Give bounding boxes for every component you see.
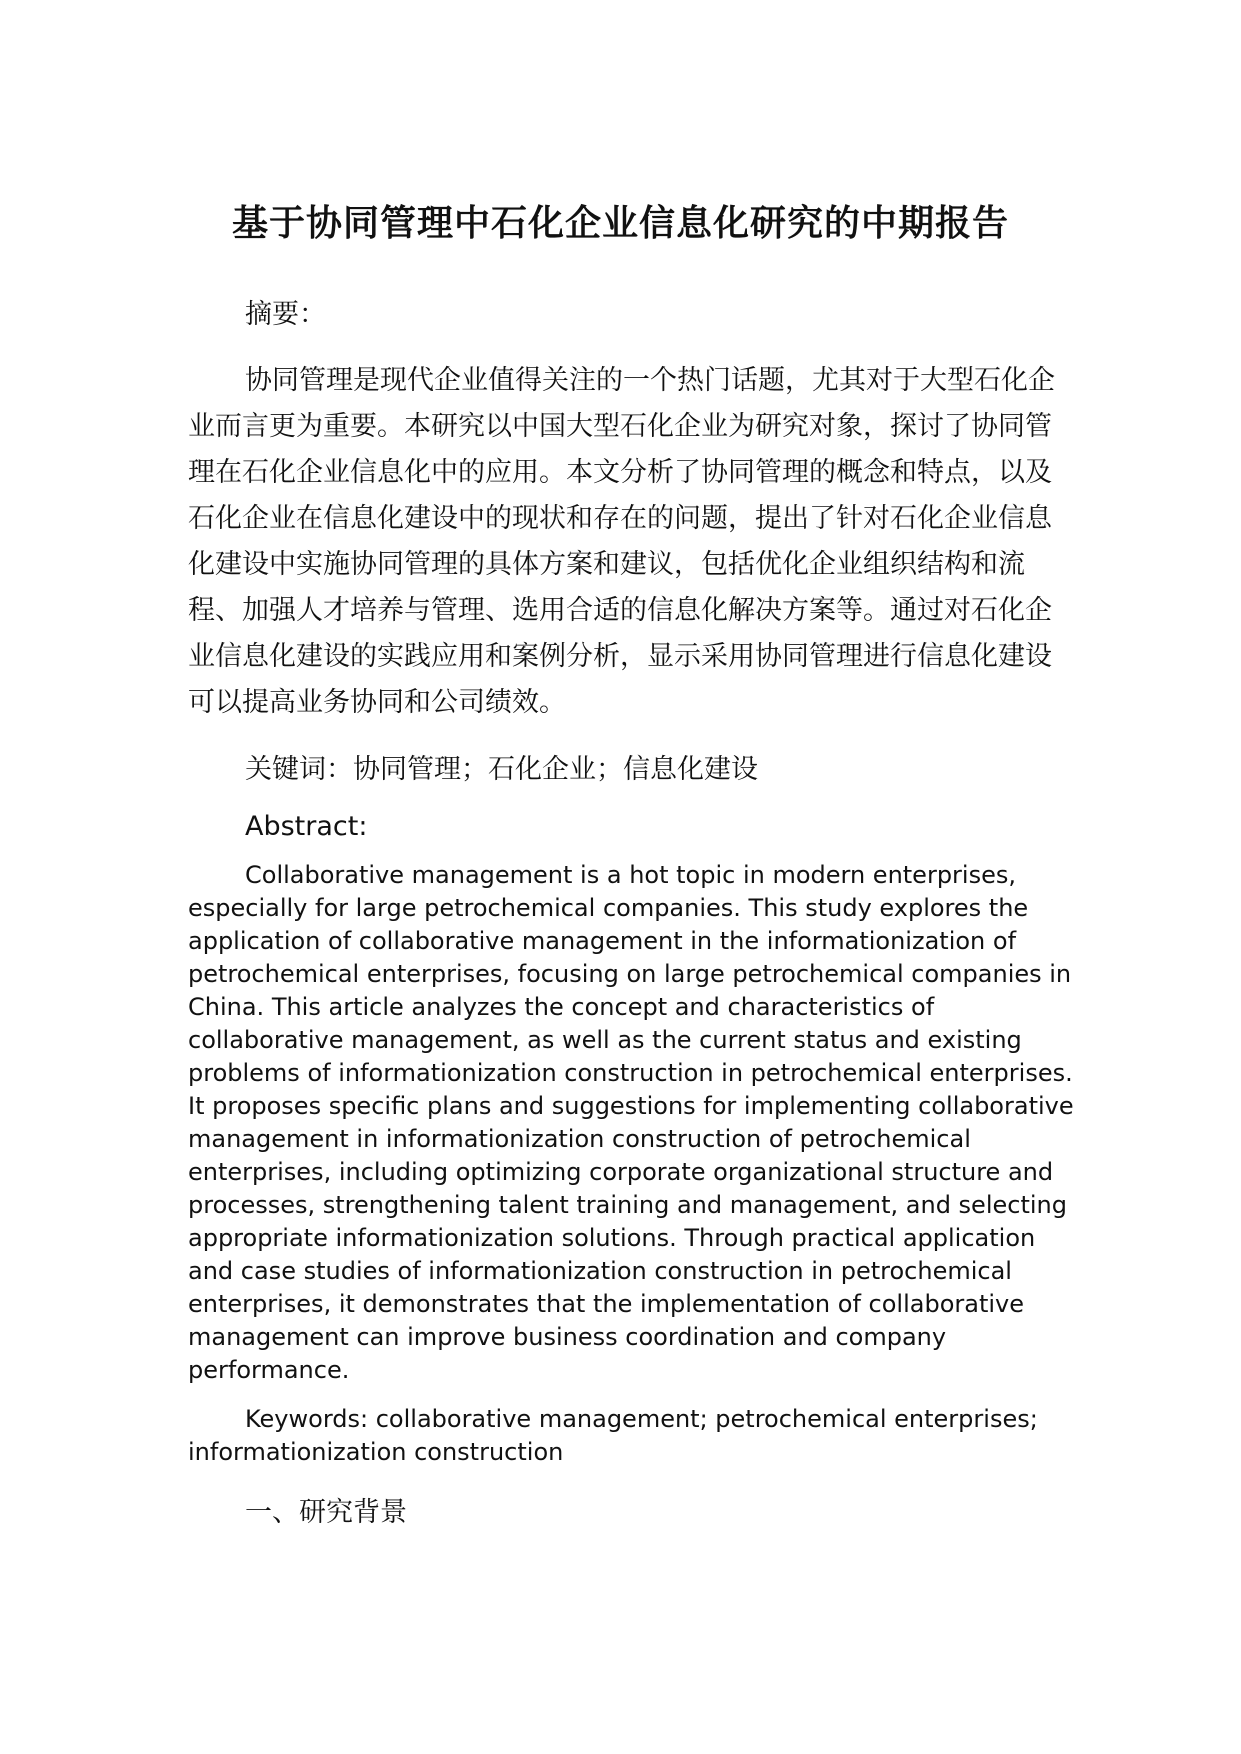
abstract-paragraph-en: Collaborative management is a hot topic in modern enterprises, especially for large petrochemical companies. This study explores the application of collaborative management in the informationization of petrochemical enterprises, focusing on large petrochemical companies in China. This article analyzes the concept and characteristics of collaborative management, as well as the current status and existing problems of informationization construction in petrochemical enterprises. It proposes specific plans and suggestions for implementing collaborative management in informationization construction of petrochemical enterprises, including optimizing corporate organizational structure and processes, strengthening talent training and management, and selecting appropriate informationization solutions. Through practical application and case studies of informationization construction in petrochemical enterprises, it demonstrates that the implementation of collaborative management can improve business coordination and company performance. xyxy=(188,861,1074,1384)
abstract-heading-en: Abstract: xyxy=(245,811,368,842)
keywords-en: Keywords: collaborative management; petrochemical enterprises; informationization construction xyxy=(188,1405,1038,1466)
abstract-heading-zh: 摘要： xyxy=(245,299,326,330)
document-title: 基于协同管理中石化企业信息化研究的中期报告 xyxy=(231,203,1009,245)
abstract-paragraph-zh: 协同管理是现代企业值得关注的一个热门话题，尤其对于大型石化企业而言更为重要。本研究以中国大型石化企业为研究对象，探讨了协同管理在石化企业信息化中的应用。本文分析了协同管理的概念和特点，以及石化企业在信息化建设中的现状和存在的问题，提出了针对石化企业信息化建设中实施协同管理的具体方案和建议，包括优化企业组织结构和流程、加强人才培养与管理、选用合适的信息化解决方案等。通过对石化企业信息化建设的实践应用和案例分析，显示采用协同管理进行信息化建设可以提高业务协同和公司绩效。 xyxy=(188,365,1055,718)
keywords-zh: 关键词：协同管理；石化企业；信息化建设 xyxy=(245,754,758,785)
section-heading-research-background: 一、研究背景 xyxy=(245,1497,407,1528)
